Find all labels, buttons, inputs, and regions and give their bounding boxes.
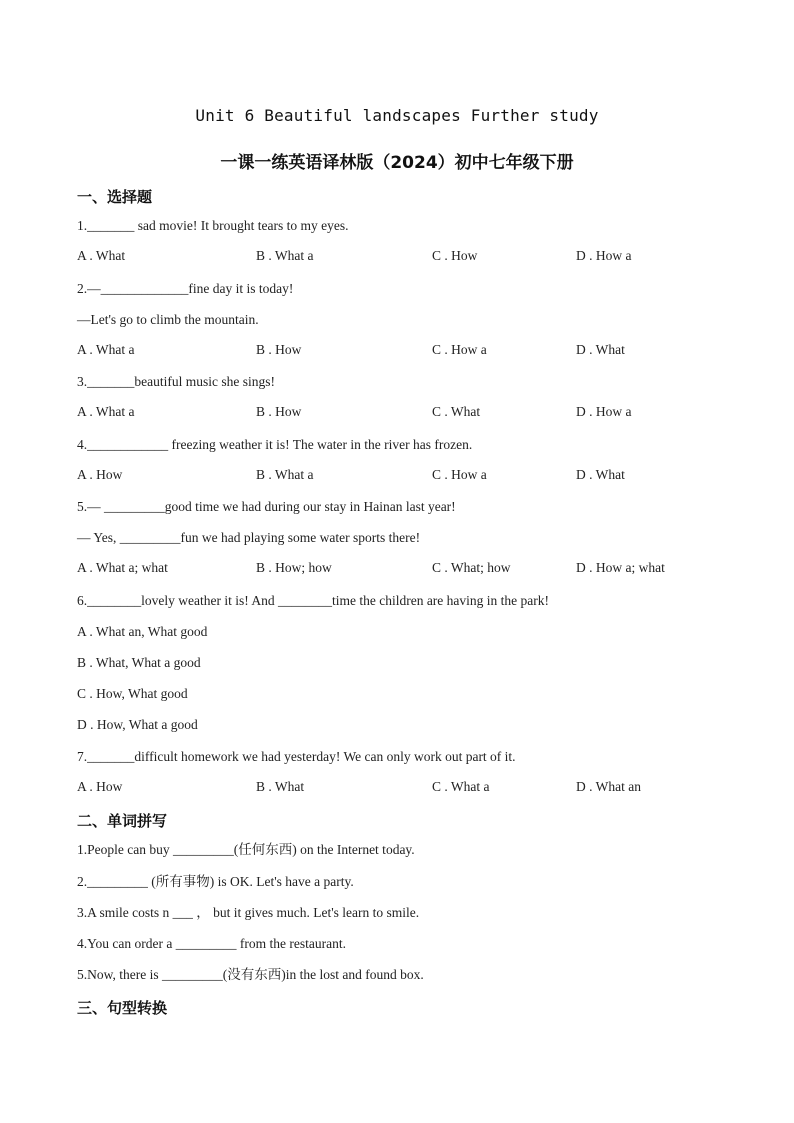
- option-c: C . What: [432, 404, 481, 419]
- option-a: A . How: [77, 779, 123, 794]
- option-b: B . What, What a good: [77, 655, 201, 670]
- section-heading-spelling: 二、单词拼写: [77, 812, 168, 830]
- option-d: D . What an: [576, 779, 641, 794]
- question-stem: 7._______difficult homework we had yesterday! We can only work out part of it.: [77, 749, 516, 764]
- section-heading-transform: 三、句型转换: [77, 999, 168, 1017]
- document-subtitle: 一课一练英语译林版（2024）初中七年级下册: [220, 153, 574, 173]
- option-b: B . What: [256, 779, 305, 794]
- option-a: A . How: [77, 467, 123, 482]
- option-b: B . How; how: [256, 560, 332, 575]
- option-row: [77, 248, 717, 266]
- question-stem: 5.— _________good time we had during our stay in Hainan last year!: [77, 499, 456, 514]
- option-c: C . What; how: [432, 560, 511, 575]
- option-d: D . What: [576, 467, 625, 482]
- option-c: C . What a: [432, 779, 490, 794]
- question-stem: 4.____________ freezing weather it is! The water in the river has frozen.: [77, 437, 473, 452]
- option-b: B . How: [256, 404, 302, 419]
- option-a: A . What a: [77, 404, 135, 419]
- option-row: [77, 404, 717, 422]
- option-b: B . What a: [256, 467, 314, 482]
- option-row: [77, 467, 717, 485]
- option-c: C . How, What good: [77, 686, 188, 701]
- question-stem: 1._______ sad movie! It brought tears to my eyes.: [77, 218, 349, 233]
- option-c: C . How a: [432, 467, 487, 482]
- option-d: D . How, What a good: [77, 717, 198, 732]
- document-title: Unit 6 Beautiful landscapes Further study: [195, 106, 599, 125]
- option-a: A . What a; what: [77, 560, 168, 575]
- option-b: B . How: [256, 342, 302, 357]
- question-stem-line: —Let's go to climb the mountain.: [77, 312, 259, 327]
- spelling-item: 3.A smile costs n ___ ， but it gives much. Let's learn to smile.: [77, 905, 420, 920]
- option-row: [77, 779, 717, 797]
- option-c: C . How: [432, 248, 478, 263]
- question-stem: 6.________lovely weather it is! And ________time the children are having in the park!: [77, 593, 550, 608]
- spelling-item: 5.Now, there is _________(没有东西)in the lost and found box.: [77, 967, 424, 982]
- option-c: C . How a: [432, 342, 487, 357]
- section-heading-choice: 一、选择题: [77, 188, 153, 206]
- option-row: [77, 560, 717, 578]
- option-row: [77, 342, 717, 360]
- option-a: A . What: [77, 248, 126, 263]
- option-d: D . How a: [576, 248, 632, 263]
- spelling-item: 2._________ (所有事物) is OK. Let's have a party.: [77, 874, 354, 889]
- option-b: B . What a: [256, 248, 314, 263]
- option-d: D . What: [576, 342, 625, 357]
- option-a: A . What a: [77, 342, 135, 357]
- question-stem-line: — Yes, _________fun we had playing some water sports there!: [77, 530, 421, 545]
- question-stem: 3._______beautiful music she sings!: [77, 374, 275, 389]
- spelling-item: 4.You can order a _________ from the restaurant.: [77, 936, 346, 951]
- question-stem: 2.—_____________fine day it is today!: [77, 281, 294, 296]
- option-d: D . How a; what: [576, 560, 665, 575]
- option-d: D . How a: [576, 404, 632, 419]
- spelling-item: 1.People can buy _________(任何东西) on the Internet today.: [77, 842, 415, 857]
- option-a: A . What an, What good: [77, 624, 208, 639]
